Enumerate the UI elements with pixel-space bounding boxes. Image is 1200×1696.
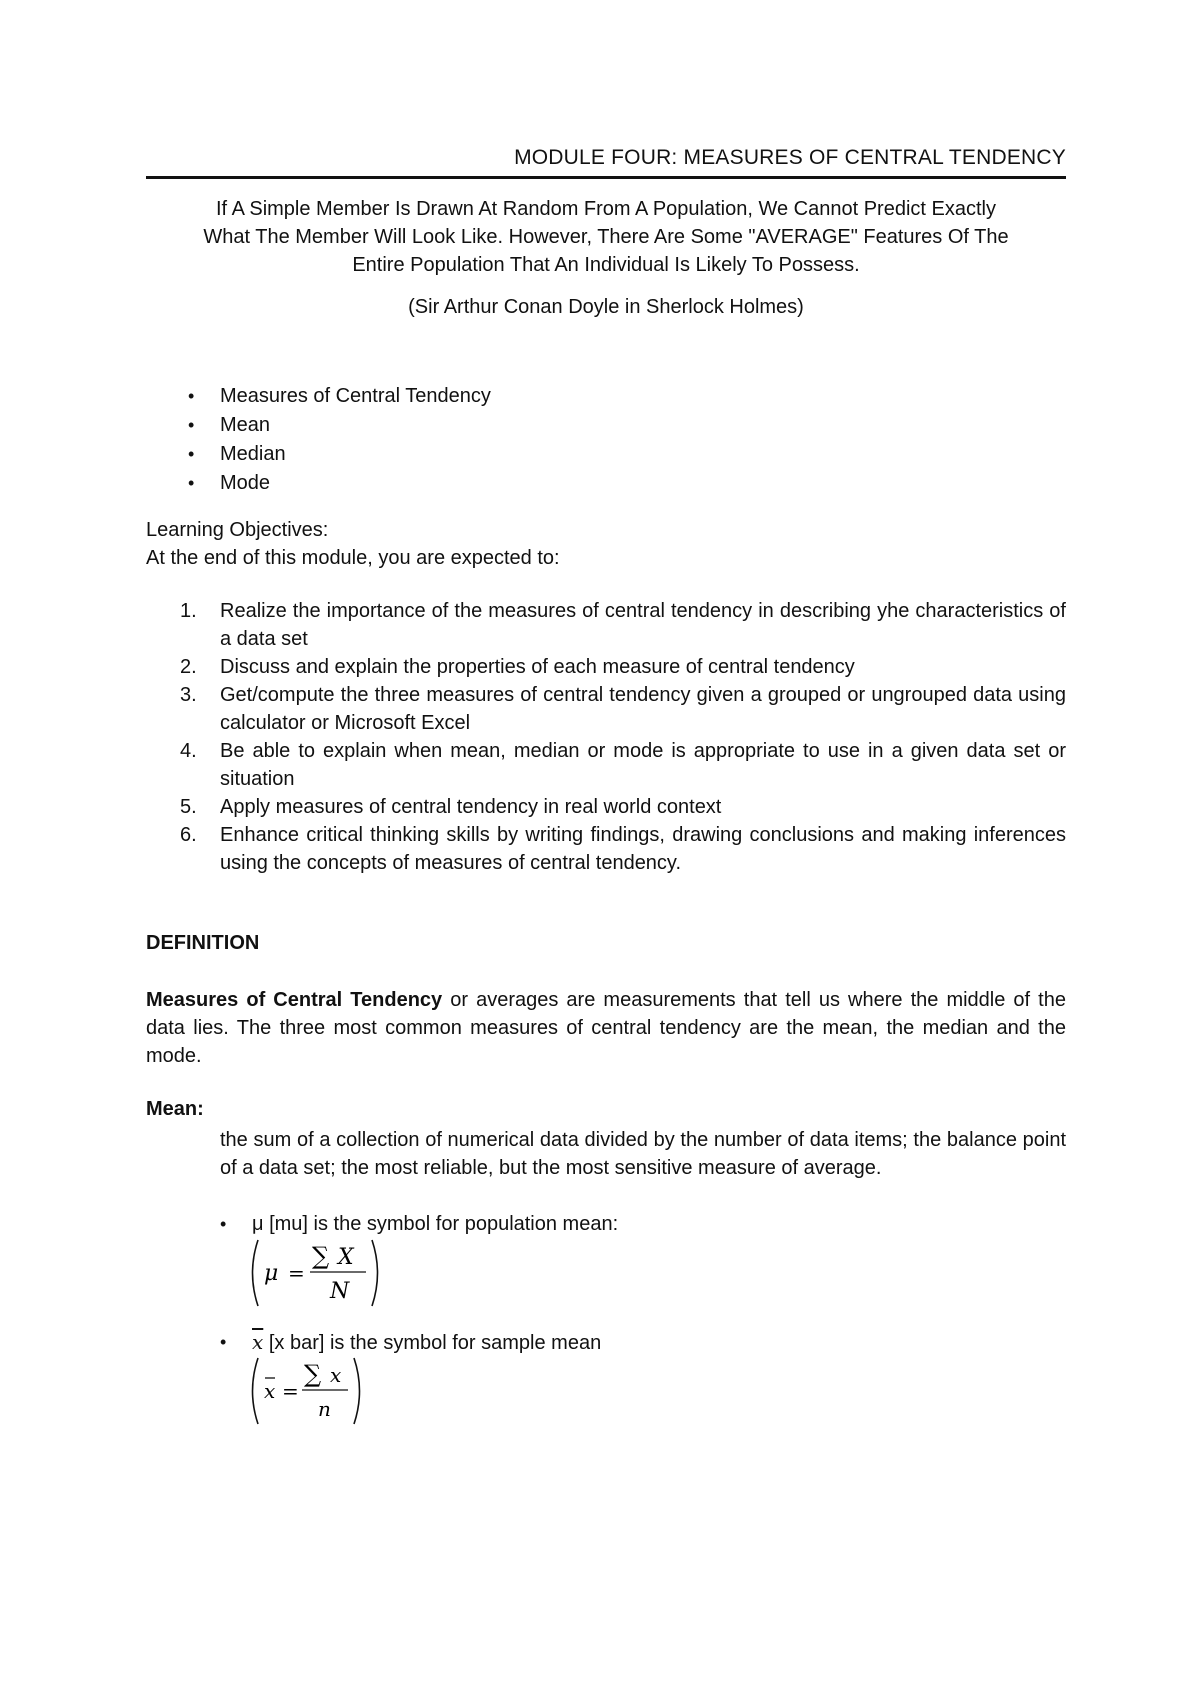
quote-attribution: (Sir Arthur Conan Doyle in Sherlock Holmes) (408, 296, 804, 318)
list-item: • Mean (188, 411, 491, 440)
quote-line: Entire Population That An Individual Is Likely To Possess. (352, 254, 860, 276)
definition-text: or averages are measurements that tell us where the middle of the data lies. The three most common measures of central tendency are the mean, the median and the mode. (146, 989, 1066, 1067)
bullet-icon: • (188, 415, 195, 435)
list-item: 4. Be able to explain when mean, median or mode is appropriate to use in a given data set or situation (180, 740, 1066, 790)
population-mean-item (220, 1210, 618, 1238)
sample-mean-item (220, 1328, 601, 1357)
formula-numerator: X (338, 1245, 354, 1270)
sample-mean-text: [x bar] is the symbol for sample mean (268, 1332, 602, 1354)
quote-line: If A Simple Member Is Drawn At Random From A Population, We Cannot Predict Exactly (216, 198, 996, 220)
topics-list (188, 382, 491, 498)
objectives-list (168, 597, 1066, 877)
formula-denominator: N (330, 1279, 350, 1304)
sigma-icon: ∑ (304, 1360, 322, 1388)
list-item: 2. Discuss and explain the properties of each measure of central tendency (180, 656, 855, 678)
formula-lhs: x (264, 1379, 276, 1403)
xbar-symbol: $\overline{x}$ (252, 1330, 264, 1354)
bullet-icon: • (188, 473, 195, 493)
formula-equals: = (282, 1379, 299, 1403)
bullet-icon: • (220, 1214, 227, 1234)
left-paren (253, 1240, 259, 1306)
list-item: 1. Realize the importance of the measures of central tendency in describing yhe characteristics of a data set (180, 600, 1066, 650)
opening-quote (146, 195, 1066, 279)
formula-lhs: μ (264, 1261, 279, 1286)
list-item: 5. Apply measures of central tendency in real world context (180, 796, 722, 818)
quote-line: What The Member Will Look Like. However, There Are Some "AVERAGE" Features Of The (203, 226, 1009, 248)
sigma-icon: ∑ (312, 1242, 330, 1270)
bullet-icon: • (220, 1332, 227, 1352)
list-item: • Mode (188, 469, 491, 498)
population-mean-formula (244, 1236, 394, 1310)
definition-term: Measures of Central Tendency (146, 989, 443, 1011)
formula-equals: = (288, 1261, 305, 1285)
learning-objectives-intro: At the end of this module, you are expected to: (146, 547, 560, 569)
module-title: MODULE FOUR: MEASURES OF CENTRAL TENDENCY (514, 146, 1066, 169)
population-mean-text: μ [mu] is the symbol for population mean: (252, 1213, 619, 1235)
list-item: • Median (188, 440, 491, 469)
list-item: 6. Enhance critical thinking skills by writing findings, drawing conclusions and making inferences using the concepts of measures of central tendency. (180, 824, 1066, 874)
mean-heading: Mean: (146, 1098, 204, 1120)
bullet-icon: • (188, 386, 195, 406)
left-paren (253, 1358, 259, 1424)
right-paren (354, 1358, 360, 1424)
definition-heading: DEFINITION (146, 932, 260, 954)
right-paren (372, 1240, 378, 1306)
mean-description: the sum of a collection of numerical data divided by the number of data items; the balance point of a data set; the most reliable, but the most sensitive measure of average. (220, 1129, 1066, 1179)
list-item: • Measures of Central Tendency (188, 382, 491, 411)
sample-mean-formula (244, 1354, 374, 1428)
list-item: 3. Get/compute the three measures of central tendency given a grouped or ungrouped data using calculator or Microsoft Excel (180, 684, 1066, 734)
definition-paragraph (146, 986, 1066, 1070)
learning-objectives-heading: Learning Objectives: (146, 519, 329, 541)
bullet-icon: • (188, 444, 195, 464)
header-rule (146, 176, 1066, 179)
formula-numerator: x (330, 1363, 342, 1387)
formula-denominator: n (318, 1397, 331, 1421)
